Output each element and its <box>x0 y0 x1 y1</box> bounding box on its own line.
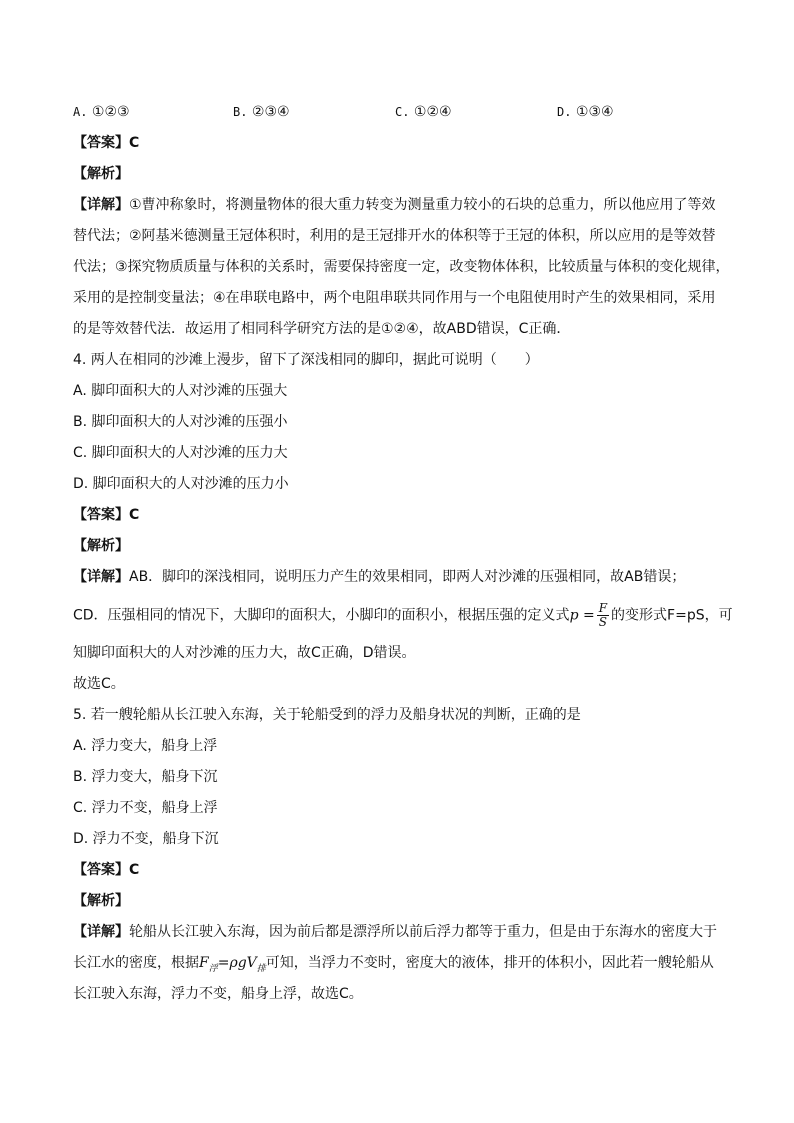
q4-detail-tag: 【详解】 <box>73 569 129 585</box>
q4-stem: 4. 两人在相同的沙滩上漫步，留下了深浅相同的脚印，据此可说明（ ） <box>73 352 539 368</box>
q5-detail-line-2: 长江水的密度，根据$F_浮=\rho gV_排$可知，当浮力不变时，密度大的液体，排开的体积小，因此若一艘轮船从 <box>73 955 714 974</box>
q4-option-b: B. 脚印面积大的人对沙滩的压强小 <box>73 414 288 430</box>
q5-option-b: B. 浮力变大，船身下沉 <box>73 769 218 785</box>
buoyancy-formula: $F_浮=\rho gV_排$ <box>199 955 266 974</box>
q3-detail-line-4: 采用的是控制变量法；④在串联电路中，两个电阻串联共同作用与一个电阻使用时产生的效果相同，采用 <box>73 290 716 306</box>
q4-option-d: D. 脚印面积大的人对沙滩的压力小 <box>73 476 289 492</box>
q5-detail-line-3: 长江驶入东海，浮力不变，船身上浮，故选C。 <box>73 986 363 1002</box>
q3-detail-line-1: 【详解】①曹冲称象时，将测量物体的很大重力转变为测量重力较小的石块的总重力，所以他应用了等效 <box>73 197 716 213</box>
q3-option-c: C. ①②④ <box>395 104 452 120</box>
q3-answer: 【答案】C <box>73 135 140 151</box>
q5-analysis-label: 【解析】 <box>73 893 129 909</box>
q3-detail-tag: 【详解】 <box>73 197 129 213</box>
q4-detail-line-3: 知脚印面积大的人对沙滩的压力大，故C正确，D错误。 <box>73 645 416 661</box>
q4-option-a: A. 脚印面积大的人对沙滩的压强大 <box>73 383 288 399</box>
q5-detail-line-1: 【详解】轮船从长江驶入东海，因为前后都是漂浮所以前后浮力都等于重力，但是由于东海水的密度大于 <box>73 924 717 940</box>
q4-detail-line-1: 【详解】AB．脚印的深浅相同，说明压力产生的效果相同，即两人对沙滩的压强相同，故AB错误； <box>73 569 686 585</box>
q3-option-b: B. ②③④ <box>233 104 290 120</box>
q5-option-a: A. 浮力变大，船身上浮 <box>73 738 218 754</box>
pressure-formula-lhs: p = <box>569 607 595 624</box>
q3-analysis-label: 【解析】 <box>73 166 129 182</box>
q4-answer: 【答案】C <box>73 507 140 523</box>
q5-option-d: D. 浮力不变，船身下沉 <box>73 831 219 847</box>
q3-option-a: A. ①②③ <box>73 104 130 120</box>
q3-detail-line-3: 代法；③探究物质质量与体积的关系时，需要保持密度一定，改变物体体积，比较质量与体积的变化规律， <box>73 259 730 275</box>
q5-answer: 【答案】C <box>73 862 140 878</box>
pressure-formula-fraction: $\frac{F}{S}$ <box>598 601 608 629</box>
q5-detail-tag: 【详解】 <box>73 924 129 940</box>
q4-option-c: C. 脚印面积大的人对沙滩的压力大 <box>73 445 288 461</box>
q3-option-d: D. ①③④ <box>557 104 614 120</box>
q4-detail-line-2: CD．压强相同的情况下，大脚印的面积大，小脚印的面积小，根据压强的定义式p = $\frac{F}{S}$ 的变形式F=pS，可 <box>73 601 733 629</box>
q3-detail-line-5: 的是等效替代法．故运用了相同科学研究方法的是①②④，故ABD错误，C正确． <box>73 321 571 337</box>
q4-conclusion: 故选C。 <box>73 676 125 692</box>
q5-stem: 5. 若一艘轮船从长江驶入东海，关于轮船受到的浮力及船身状况的判断，正确的是 <box>73 707 581 723</box>
q5-option-c: C. 浮力不变，船身上浮 <box>73 800 218 816</box>
q4-analysis-label: 【解析】 <box>73 538 129 554</box>
q3-detail-line-2: 替代法；②阿基米德测量王冠体积时，利用的是王冠排开水的体积等于王冠的体积，所以应用的是等效替 <box>73 228 716 244</box>
